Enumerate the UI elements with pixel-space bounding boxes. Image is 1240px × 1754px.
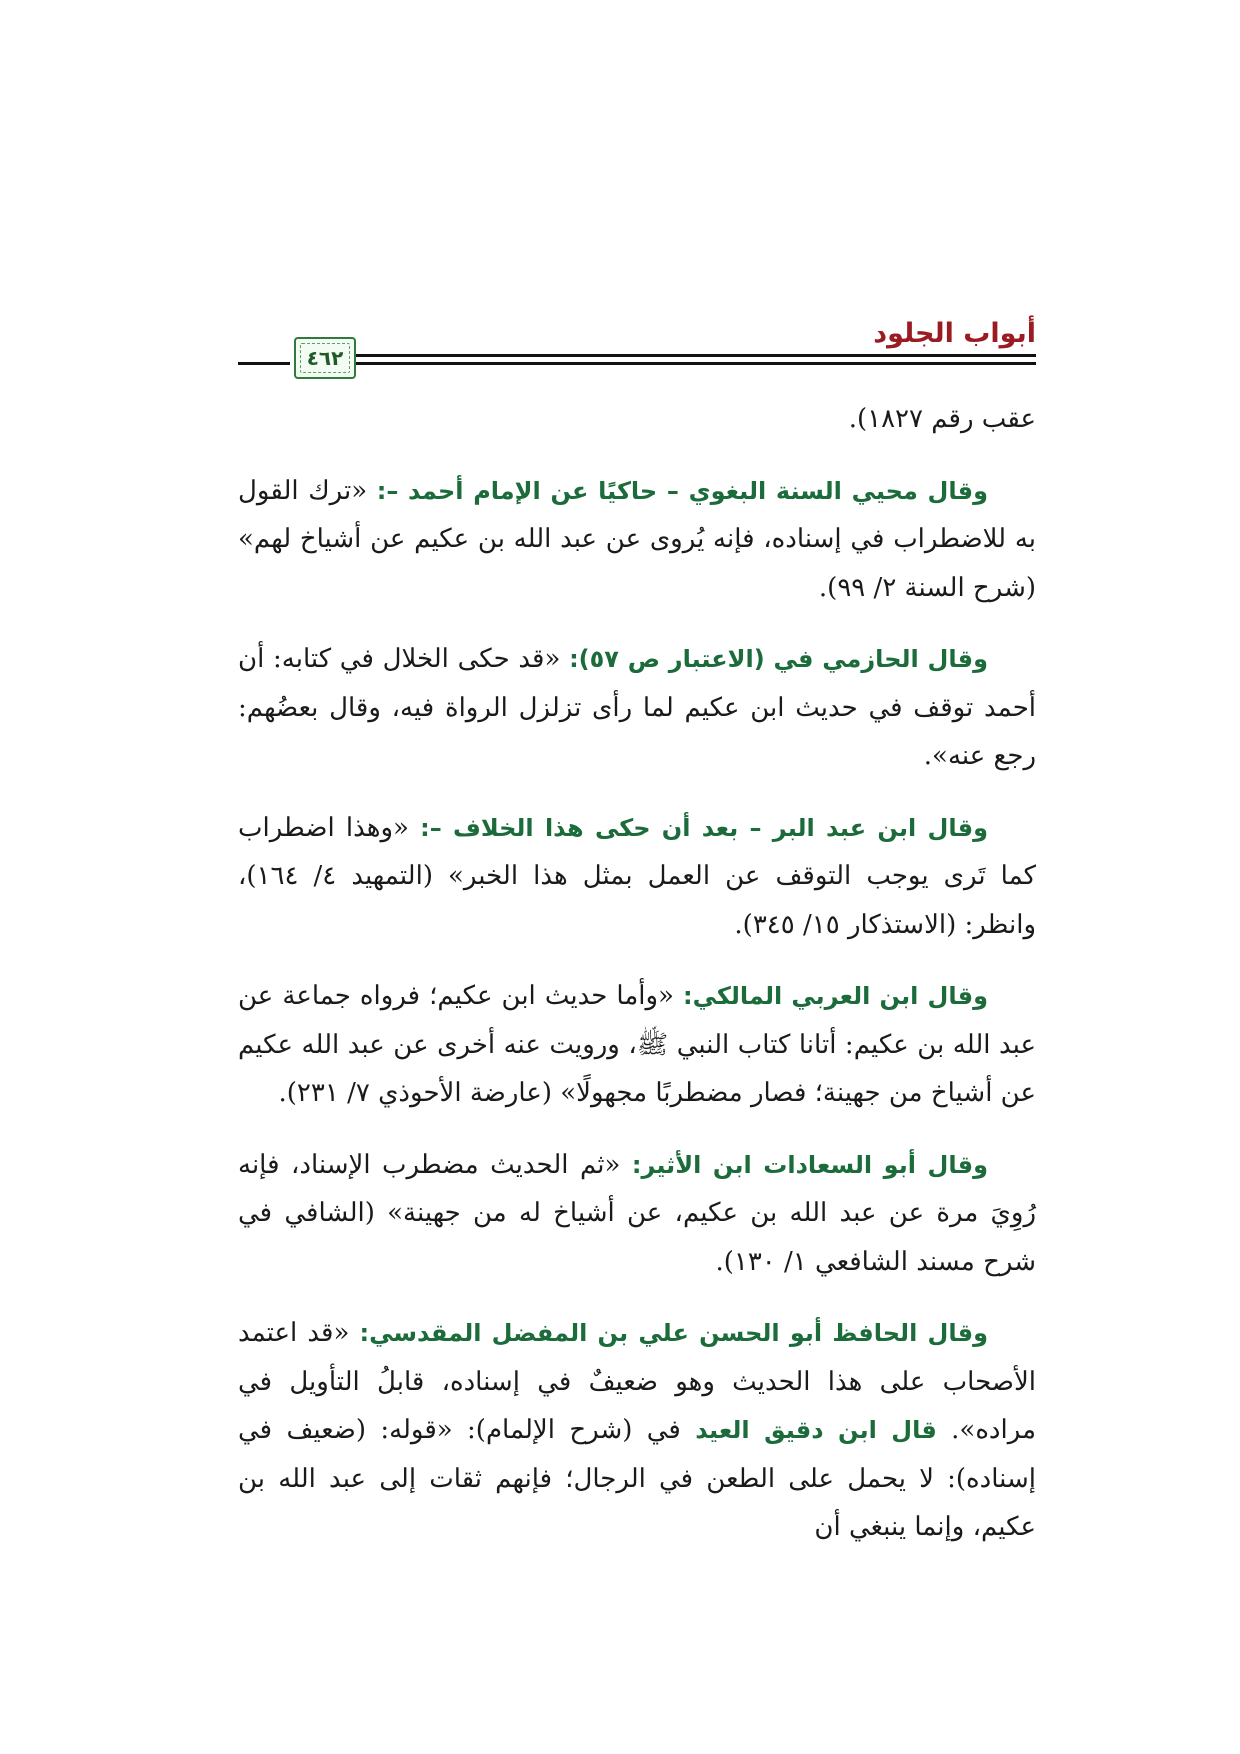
attribution-heading: وقال أبو السعادات ابن الأثير:	[631, 1150, 988, 1179]
page-number: ٤٦٢	[306, 346, 344, 370]
paragraph	[238, 395, 1036, 444]
attribution-heading: قال ابن دقيق العيد	[695, 1416, 937, 1444]
header-rule-left	[238, 362, 290, 365]
paragraph-text: «وهذا اضطراب كما تَرى يوجب التوقف عن العمل بمثل هذا الخبر» (التمهيد ٤/ ١٦٤)، وانظر: (الاستذكار ١٥/ ٣٤٥).	[238, 812, 1036, 940]
paragraph	[238, 635, 1036, 781]
paragraph	[238, 972, 1036, 1118]
header-rule-top	[328, 354, 1036, 357]
paragraph-text: عقب رقم ١٨٢٧).	[848, 404, 1036, 434]
page-number-badge	[294, 337, 356, 379]
paragraph-text: في (شرح الإلمام): «قوله: (ضعيف في إسناده): لا يحمل على الطعن في الرجال؛ فإنهم ثقات إلى عبد الله بن عكيم، وإنما ينبغي أن	[238, 1415, 1036, 1542]
paragraph	[238, 467, 1036, 613]
paragraph-text: «ترك القول به للاضطراب في إسناده، فإنه يُروى عن عبد الله بن عكيم عن أشياخ لهم» (شرح السنة ٢/ ٩٩).	[238, 475, 1036, 603]
paragraph	[238, 804, 1036, 950]
running-title: أبواب الجلود	[873, 318, 1036, 349]
attribution-heading: وقال الحافظ أبو الحسن علي بن المفضل المقدسي:	[359, 1319, 988, 1347]
paragraph-text: «قد حكى الخلال في كتابه: أن أحمد توقف في حديث ابن عكيم لما رأى تزلزل الرواة فيه، وقال بعضُهم: رجع عنه».	[238, 644, 1036, 771]
header-rule-bottom	[328, 362, 1036, 365]
paragraph	[238, 1309, 1036, 1552]
paragraph-text: «وأما حديث ابن عكيم؛ فرواه جماعة عن عبد الله بن عكيم: أتانا كتاب النبي ﷺ، ورويت عنه أخرى عن عبد الله عكيم عن أشياخ من جهينة؛ فصار مضطربًا مجهولًا» (عارضة الأحوذي ٧/ ٢٣١).	[238, 981, 1036, 1108]
paragraph	[238, 1141, 1036, 1287]
paragraph-text: «قد اعتمد الأصحاب على هذا الحديث وهو ضعيفٌ في إسناده، قابلُ التأويل في مراده».	[238, 1318, 1037, 1445]
attribution-heading: وقال محيي السنة البغوي – حاكيًا عن الإمام أحمد –:	[376, 476, 988, 505]
attribution-heading: وقال الحازمي في (الاعتبار ص ٥٧):	[569, 645, 988, 673]
paragraph-text: «ثم الحديث مضطرب الإسناد، فإنه رُوِيَ مرة عن عبد الله بن عكيم، عن أشياخ له من جهينة» (الشافي في شرح مسند الشافعي ١/ ١٣٠).	[238, 1149, 1036, 1277]
page-header	[238, 318, 1036, 388]
attribution-heading: وقال ابن عبد البر – بعد أن حكى هذا الخلاف –:	[420, 813, 988, 842]
attribution-heading: وقال ابن العربي المالكي:	[683, 982, 988, 1010]
page-body	[238, 395, 1036, 1575]
